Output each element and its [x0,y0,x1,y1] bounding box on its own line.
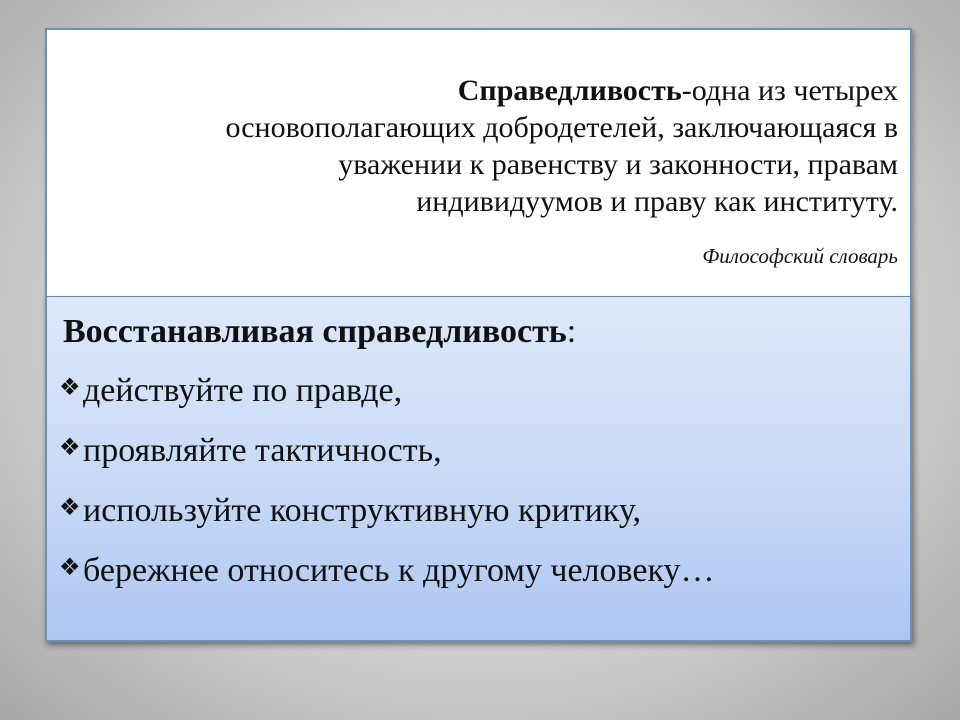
advice-heading-colon: : [566,313,577,350]
advice-box [45,297,912,642]
diamond-bullet-icon: ❖ [59,435,81,461]
diamond-bullet-icon: ❖ [59,375,81,401]
definition-text [53,72,898,220]
diamond-bullet-icon: ❖ [59,495,81,521]
list-item-text: проявляйте тактичность, [83,432,442,469]
definition-line-3: уважении к равенству и законности, правам [338,148,898,181]
list-item [59,369,715,429]
list-item [59,549,715,609]
list-item [59,429,715,489]
list-item-text: бережнее относитесь к другому человеку… [83,552,715,589]
list-item-text: используйте конструктивную критику, [83,492,641,529]
advice-heading-bold: Восстанавливая справедливость [63,313,567,350]
list-item [59,489,715,549]
list-item-text: действуйте по правде, [83,372,403,409]
advice-list [59,369,715,609]
definition-source: Философский словарь [702,244,898,268]
definition-box [45,28,912,298]
definition-line-2: основополагающих добродетелей, заключающаяся в [225,111,898,144]
definition-line-1: -одна из четырех [681,74,898,107]
advice-heading [63,311,576,353]
diamond-bullet-icon: ❖ [59,555,81,581]
definition-term: Справедливость [457,74,682,107]
definition-line-4: индивидуумов и праву как институту. [416,185,898,218]
